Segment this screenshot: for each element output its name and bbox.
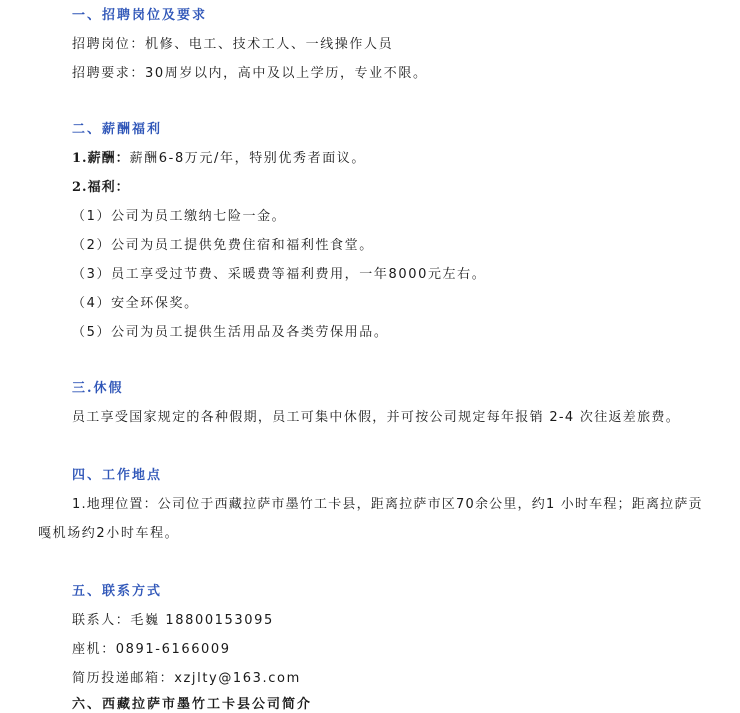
section-heading-compensation: 二、薪酬福利 <box>72 122 163 137</box>
benefit-item: （5）公司为员工提供生活用品及各类劳保用品。 <box>72 325 389 340</box>
section-heading-positions: 一、招聘岗位及要求 <box>72 8 208 23</box>
positions-text: 招聘岗位：机修、电工、技术工人、一线操作人员 <box>72 37 394 52</box>
salary-label: 1.薪酬： <box>72 151 130 166</box>
cutoff-line-text: 六、西藏拉萨市墨竹工卡县公司简介 <box>72 697 313 712</box>
section-heading-vacation: 三.休假 <box>72 381 124 396</box>
contact-person: 联系人：毛巍 18800153095 <box>72 613 274 628</box>
section-heading-location: 四、工作地点 <box>72 468 163 483</box>
location-line-2: 嘎机场约2小时车程。 <box>38 526 180 541</box>
vacation-text: 员工享受国家规定的各种假期，员工可集中休假，并可按公司规定每年报销 2-4 次往返差旅费。 <box>72 410 680 425</box>
benefit-item: （2）公司为员工提供免费住宿和福利性食堂。 <box>72 238 374 253</box>
benefit-item: （3）员工享受过节费、采暖费等福利费用，一年8000元左右。 <box>72 267 487 282</box>
requirements-text: 招聘要求：30周岁以内，高中及以上学历，专业不限。 <box>72 66 428 81</box>
cutoff-line <box>72 697 313 712</box>
benefit-item: （1）公司为员工缴纳七险一金。 <box>72 209 287 224</box>
salary-text: 薪酬6-8万元/年，特别优秀者面议。 <box>129 151 366 166</box>
benefits-label: 2.福利： <box>72 180 130 195</box>
landline-phone: 座机：0891-6166009 <box>72 642 231 657</box>
salary-line <box>72 151 366 167</box>
benefit-item: （4）安全环保奖。 <box>72 296 199 311</box>
resume-email: 简历投递邮箱：xzjlty@163.com <box>72 671 301 686</box>
section-heading-contact: 五、联系方式 <box>72 584 163 599</box>
location-line-1: 1.地理位置：公司位于西藏拉萨市墨竹工卡县，距离拉萨市区70余公里，约1 小时车程；距离拉萨贡 <box>72 497 703 512</box>
